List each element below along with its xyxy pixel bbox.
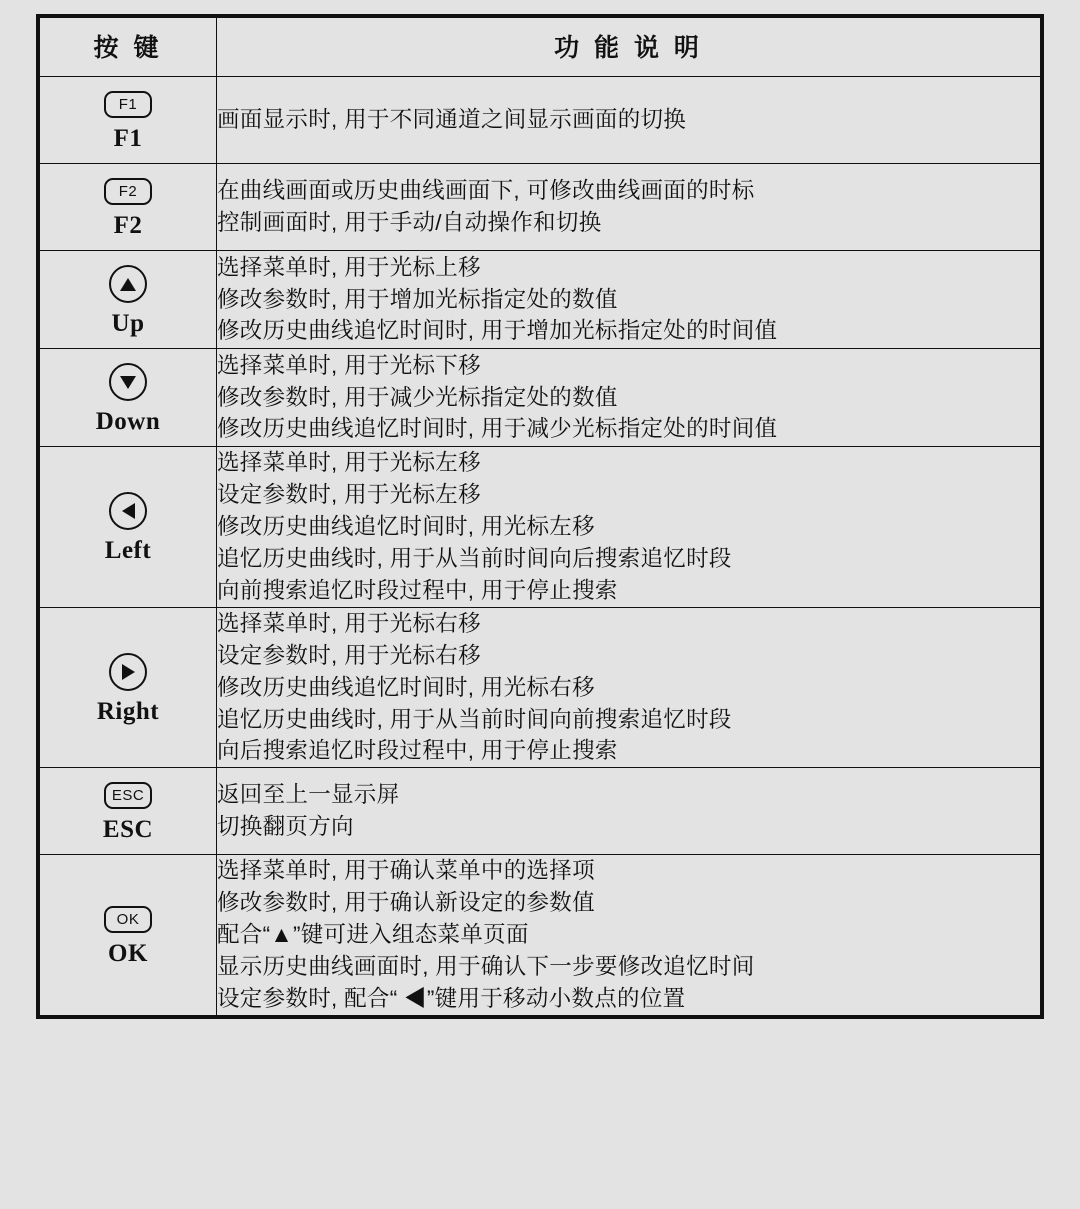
key-graphic: [40, 768, 216, 854]
description-line: 向后搜索追忆时段过程中, 用于停止搜索: [217, 738, 618, 764]
key-graphic: [40, 892, 216, 978]
description-line: 修改参数时, 用于确认新设定的参数值: [217, 890, 595, 916]
description-line: 配合“▲”键可进入组态菜单页面: [217, 922, 529, 948]
description-line: 选择菜单时, 用于光标下移: [217, 352, 481, 378]
description-line: 修改参数时, 用于增加光标指定处的数值: [217, 286, 618, 312]
table-row: [40, 251, 1041, 349]
key-cell: [40, 607, 217, 768]
key-label: Down: [95, 408, 161, 435]
key-graphic: [40, 349, 216, 446]
description-line: 修改参数时, 用于减少光标指定处的数值: [217, 384, 618, 410]
key-label: F1: [113, 125, 143, 152]
description-line: 选择菜单时, 用于光标左移: [217, 450, 481, 475]
description-line: 修改历史曲线追忆时间时, 用光标右移: [217, 674, 595, 700]
description-line: 修改历史曲线追忆时间时, 用于增加光标指定处的时间值: [217, 318, 778, 344]
description-line: 选择菜单时, 用于确认菜单中的选择项: [217, 858, 595, 884]
description-line: 设定参数时, 用于光标右移: [217, 642, 481, 668]
description-cell: [217, 447, 1041, 608]
table-body: [40, 77, 1041, 1016]
description-line: 设定参数时, 配合“ ◀”键用于移动小数点的位置: [217, 986, 686, 1012]
table-row: [40, 164, 1041, 251]
header-key: 按 键: [40, 18, 217, 77]
key-cell: [40, 768, 217, 855]
description-cell: [217, 251, 1041, 349]
description-cell: [217, 349, 1041, 447]
description-line: 修改历史曲线追忆时间时, 用光标左移: [217, 513, 595, 539]
table-row: [40, 349, 1041, 447]
key-cell: [40, 164, 217, 251]
key-cell: [40, 77, 217, 164]
key-label: Up: [111, 310, 145, 337]
key-label: Left: [104, 537, 152, 565]
key-graphic: [40, 639, 216, 736]
description-line: 选择菜单时, 用于光标右移: [217, 610, 481, 636]
key-graphic: [40, 164, 216, 250]
description-cell: [217, 77, 1041, 164]
key-label: ESC: [102, 816, 154, 844]
table-header-row: [40, 18, 1041, 77]
up-arrow-icon: [109, 265, 147, 303]
description-line: 设定参数时, 用于光标左移: [217, 481, 481, 507]
key-label: OK: [108, 940, 148, 968]
description-line: 返回至上一显示屏: [217, 782, 400, 808]
key-graphic: [40, 251, 216, 348]
key-graphic: [40, 77, 216, 163]
key-function-table: [39, 17, 1041, 1016]
table-row: [40, 447, 1041, 608]
ok-key-icon: OK: [104, 906, 152, 933]
description-line: 显示历史曲线画面时, 用于确认下一步要修改追忆时间: [217, 954, 755, 980]
f1-key-icon: F1: [104, 91, 152, 118]
table-row: [40, 77, 1041, 164]
description-line: 向前搜索追忆时段过程中, 用于停止搜索: [217, 577, 618, 603]
description-line: 修改历史曲线追忆时间时, 用于减少光标指定处的时间值: [217, 416, 778, 442]
description-line: 画面显示时, 用于不同通道之间显示画面的切换: [217, 107, 687, 133]
description-line: 追忆历史曲线时, 用于从当前时间向后搜索追忆时段: [217, 545, 732, 571]
left-arrow-icon: [109, 492, 147, 530]
description-line: 追忆历史曲线时, 用于从当前时间向前搜索追忆时段: [217, 706, 732, 732]
key-cell: [40, 855, 217, 1016]
down-arrow-icon: [109, 363, 147, 401]
description-line: 控制画面时, 用于手动/自动操作和切换: [217, 210, 602, 235]
description-cell: [217, 768, 1041, 855]
key-cell: [40, 349, 217, 447]
table-row: [40, 855, 1041, 1016]
key-function-table-container: [36, 14, 1044, 1019]
header-description: 功 能 说 明: [217, 18, 1041, 77]
description-cell: [217, 607, 1041, 768]
table-row: [40, 607, 1041, 768]
key-cell: [40, 251, 217, 349]
key-cell: [40, 447, 217, 608]
description-line: 选择菜单时, 用于光标上移: [217, 254, 481, 280]
esc-key-icon: ESC: [104, 782, 152, 809]
table-header: [40, 18, 1041, 77]
description-cell: [217, 855, 1041, 1016]
f2-key-icon: F2: [104, 178, 152, 205]
table-row: [40, 768, 1041, 855]
description-cell: [217, 164, 1041, 251]
right-arrow-icon: [109, 653, 147, 691]
key-label: F2: [113, 212, 143, 239]
key-graphic: [40, 478, 216, 575]
key-label: Right: [96, 698, 160, 726]
description-line: 切换翻页方向: [217, 814, 354, 840]
description-line: 在曲线画面或历史曲线画面下, 可修改曲线画面的时标: [217, 178, 755, 204]
